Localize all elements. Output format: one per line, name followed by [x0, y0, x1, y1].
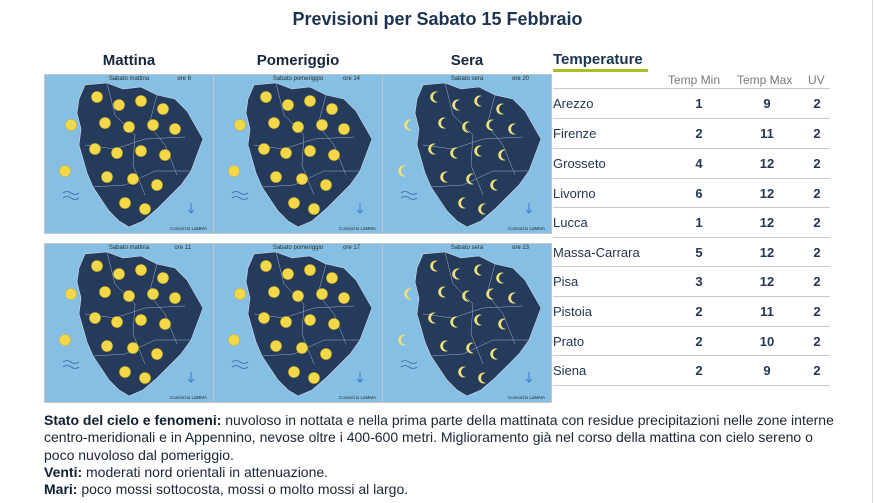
- temp-max-value: 12: [759, 245, 775, 260]
- sun-icon: [60, 335, 71, 346]
- wind-paragraph: [44, 464, 844, 481]
- map-credit: Consorzio LaMMA: [507, 395, 545, 400]
- city-name: Massa-Carrara: [553, 245, 640, 260]
- temp-max-value: 12: [759, 186, 775, 201]
- sun-icon: [102, 341, 113, 352]
- page-title: Previsioni per Sabato 15 Febbraio: [292, 9, 583, 29]
- city-name: Firenze: [553, 126, 597, 141]
- map-label: Sabato mattina: [108, 245, 150, 251]
- temp-min-value: 5: [695, 245, 703, 260]
- sun-icon: [90, 144, 101, 155]
- city-name: Siena: [553, 363, 587, 378]
- uv-value: 2: [813, 186, 821, 201]
- header-uv: UV: [808, 73, 825, 87]
- map-hour: ore 14: [342, 76, 360, 82]
- forecast-text: [44, 412, 844, 498]
- sun-icon: [124, 291, 135, 302]
- sun-icon: [120, 367, 131, 378]
- sea-wave-icon: [401, 192, 417, 200]
- map-label: Sabato pomeriggio: [272, 76, 324, 82]
- sun-icon: [128, 343, 139, 354]
- sun-icon: [66, 289, 77, 300]
- sky-paragraph: [44, 412, 844, 464]
- sun-icon: [293, 291, 304, 302]
- temperature-trend-icon: [357, 203, 363, 213]
- sun-icon: [261, 92, 272, 103]
- map-hour: ore 17: [342, 245, 360, 251]
- sun-icon: [305, 265, 316, 276]
- sea-wave-icon: [401, 361, 417, 369]
- sun-icon: [339, 293, 350, 304]
- map-pomeriggio-ore-17[interactable]: [213, 243, 383, 403]
- table-row: [553, 118, 830, 148]
- sun-icon: [120, 198, 131, 209]
- map-credit: Consorzio LaMMA: [338, 395, 376, 400]
- sun-icon: [90, 313, 101, 324]
- uv-value: 2: [813, 274, 821, 289]
- table-row: [553, 148, 830, 178]
- wind-label: Venti:: [44, 463, 83, 480]
- city-name: Pistoia: [553, 304, 593, 319]
- sea-wave-icon: [63, 361, 79, 369]
- sun-icon: [297, 174, 308, 185]
- sun-icon: [229, 335, 240, 346]
- sun-icon: [112, 317, 123, 328]
- map-hour: ore 23: [511, 245, 529, 251]
- temperature-trend-icon: [526, 372, 532, 382]
- table-row: [553, 207, 830, 237]
- sun-icon: [114, 269, 125, 280]
- temp-min-value: 2: [695, 126, 703, 141]
- temperature-title-underline: [553, 69, 648, 72]
- uv-value: 2: [813, 96, 821, 111]
- table-row: [553, 88, 830, 118]
- map-graphic: [45, 244, 213, 402]
- sun-icon: [289, 198, 300, 209]
- sun-icon: [269, 287, 280, 298]
- map-credit: Consorzio LaMMA: [169, 395, 207, 400]
- sun-icon: [317, 120, 328, 131]
- sun-icon: [112, 148, 123, 159]
- uv-value: 2: [813, 334, 821, 349]
- sun-icon: [102, 172, 113, 183]
- sun-icon: [136, 96, 147, 107]
- temp-min-value: 3: [695, 274, 703, 289]
- temp-max-value: 9: [763, 96, 771, 111]
- moon-icon: [404, 289, 412, 300]
- sun-icon: [170, 124, 181, 135]
- map-sera-ore-20[interactable]: [382, 74, 552, 234]
- sun-icon: [128, 174, 139, 185]
- map-hour: ore 11: [174, 245, 191, 251]
- sky-text: nuvoloso in nottata e nella prima parte della mattinata con residue precipitazioni nelle zone interne centro-meridionali e in Appennino, nevose oltre i 400-600 metri. Miglioramento già nel corso della mattina con cielo sereno o poco nuvoloso dal pomeriggio.: [44, 412, 834, 463]
- map-graphic: [383, 244, 551, 402]
- sun-icon: [158, 104, 169, 115]
- table-row: [553, 355, 830, 386]
- sky-label: Stato del cielo e fenomeni:: [44, 412, 222, 428]
- temp-min-value: 2: [695, 304, 703, 319]
- sun-icon: [60, 166, 71, 177]
- uv-value: 2: [813, 245, 821, 260]
- city-name: Prato: [553, 334, 585, 349]
- city-name: Arezzo: [553, 96, 594, 111]
- sun-icon: [271, 172, 282, 183]
- sea-text: poco mossi sottocosta, mossi o molto mossi al largo.: [77, 481, 409, 498]
- temp-min-value: 4: [695, 156, 703, 171]
- sun-icon: [235, 289, 246, 300]
- sun-icon: [321, 180, 332, 191]
- sun-icon: [327, 273, 338, 284]
- header-temp-max: Temp Max: [737, 73, 793, 87]
- map-sera-ore-23[interactable]: [382, 243, 552, 403]
- sun-icon: [136, 265, 147, 276]
- moon-icon: [398, 335, 406, 346]
- temperature-trend-icon: [188, 372, 194, 382]
- moon-icon: [404, 120, 412, 131]
- temp-max-value: 12: [759, 215, 775, 230]
- sun-icon: [66, 120, 77, 131]
- table-row: [553, 178, 830, 208]
- temp-max-value: 10: [759, 334, 775, 349]
- temperature-trend-icon: [188, 203, 194, 213]
- uv-value: 2: [813, 156, 821, 171]
- sun-icon: [259, 313, 270, 324]
- sun-icon: [235, 120, 246, 131]
- sun-icon: [297, 343, 308, 354]
- sun-icon: [158, 273, 169, 284]
- right-border: [872, 0, 873, 503]
- sun-icon: [92, 92, 103, 103]
- city-name: Lucca: [553, 215, 588, 230]
- sun-icon: [140, 373, 151, 384]
- map-credit: Consorzio LaMMA: [507, 226, 545, 231]
- city-name: Grosseto: [553, 156, 606, 171]
- sun-icon: [317, 289, 328, 300]
- column-heading-pomeriggio: Pomeriggio: [256, 52, 340, 69]
- sea-wave-icon: [232, 192, 248, 200]
- temp-max-value: 11: [760, 126, 774, 141]
- map-graphic: [45, 75, 213, 233]
- sun-icon: [327, 104, 338, 115]
- moon-icon: [398, 166, 406, 177]
- sun-icon: [293, 122, 304, 133]
- sun-icon: [124, 122, 135, 133]
- sea-wave-icon: [63, 192, 79, 200]
- column-heading-mattina: Mattina: [102, 52, 156, 69]
- sea-wave-icon: [232, 361, 248, 369]
- map-mattina-ore-8[interactable]: [44, 74, 214, 234]
- sun-icon: [281, 148, 292, 159]
- temperature-trend-icon: [526, 203, 532, 213]
- map-label: Sabato pomeriggio: [272, 245, 324, 251]
- map-label: Sabato sera: [450, 245, 484, 251]
- sun-icon: [309, 204, 320, 215]
- sun-icon: [329, 319, 340, 330]
- temp-min-value: 1: [695, 96, 703, 111]
- map-hour: ore 20: [511, 76, 529, 82]
- sun-icon: [152, 349, 163, 360]
- sun-icon: [100, 118, 111, 129]
- temp-min-value: 1: [695, 215, 703, 230]
- sun-icon: [283, 269, 294, 280]
- uv-value: 2: [813, 215, 821, 230]
- map-hour: ore 8: [177, 76, 191, 82]
- sun-icon: [289, 367, 300, 378]
- sun-icon: [329, 150, 340, 161]
- temp-max-value: 12: [759, 156, 775, 171]
- sun-icon: [170, 293, 181, 304]
- sun-icon: [281, 317, 292, 328]
- table-row: [553, 266, 830, 296]
- map-pomeriggio-ore-14[interactable]: [213, 74, 383, 234]
- temp-min-value: 2: [695, 334, 703, 349]
- sun-icon: [114, 100, 125, 111]
- uv-value: 2: [813, 363, 821, 378]
- table-row: [553, 237, 830, 267]
- temp-max-value: 9: [763, 363, 771, 378]
- sun-icon: [261, 261, 272, 272]
- sun-icon: [148, 120, 159, 131]
- map-graphic: [214, 244, 382, 402]
- sun-icon: [92, 261, 103, 272]
- temp-min-value: 6: [695, 186, 703, 201]
- sun-icon: [305, 96, 316, 107]
- sun-icon: [148, 289, 159, 300]
- sun-icon: [339, 124, 350, 135]
- temp-max-value: 11: [760, 304, 774, 319]
- sun-icon: [136, 315, 147, 326]
- map-credit: Consorzio LaMMA: [169, 226, 207, 231]
- sun-icon: [309, 373, 320, 384]
- uv-value: 2: [813, 126, 821, 141]
- sun-icon: [283, 100, 294, 111]
- map-mattina-ore-11[interactable]: [44, 243, 214, 403]
- sun-icon: [321, 349, 332, 360]
- temperature-trend-icon: [357, 372, 363, 382]
- temperature-title: Temperature: [553, 51, 643, 68]
- sun-icon: [259, 144, 270, 155]
- sun-icon: [140, 204, 151, 215]
- map-label: Sabato sera: [450, 76, 484, 82]
- sea-label: Mari:: [44, 481, 78, 498]
- sun-icon: [229, 166, 240, 177]
- sun-icon: [271, 341, 282, 352]
- map-label: Sabato mattina: [108, 76, 150, 82]
- sun-icon: [160, 150, 171, 161]
- sun-icon: [305, 315, 316, 326]
- sun-icon: [160, 319, 171, 330]
- city-name: Pisa: [553, 274, 579, 289]
- map-graphic: [383, 75, 551, 233]
- sea-paragraph: [44, 481, 844, 498]
- sun-icon: [269, 118, 280, 129]
- temp-min-value: 2: [695, 363, 703, 378]
- uv-value: 2: [813, 304, 821, 319]
- sun-icon: [152, 180, 163, 191]
- wind-text: moderati nord orientali in attenuazione.: [82, 463, 329, 480]
- sun-icon: [100, 287, 111, 298]
- table-row: [553, 296, 830, 326]
- city-name: Livorno: [553, 186, 596, 201]
- header-temp-min: Temp Min: [668, 73, 721, 87]
- map-credit: Consorzio LaMMA: [338, 226, 376, 231]
- column-heading-sera: Sera: [450, 52, 484, 69]
- sun-icon: [305, 146, 316, 157]
- map-graphic: [214, 75, 382, 233]
- table-row: [553, 326, 830, 356]
- temp-max-value: 12: [759, 274, 775, 289]
- sun-icon: [136, 146, 147, 157]
